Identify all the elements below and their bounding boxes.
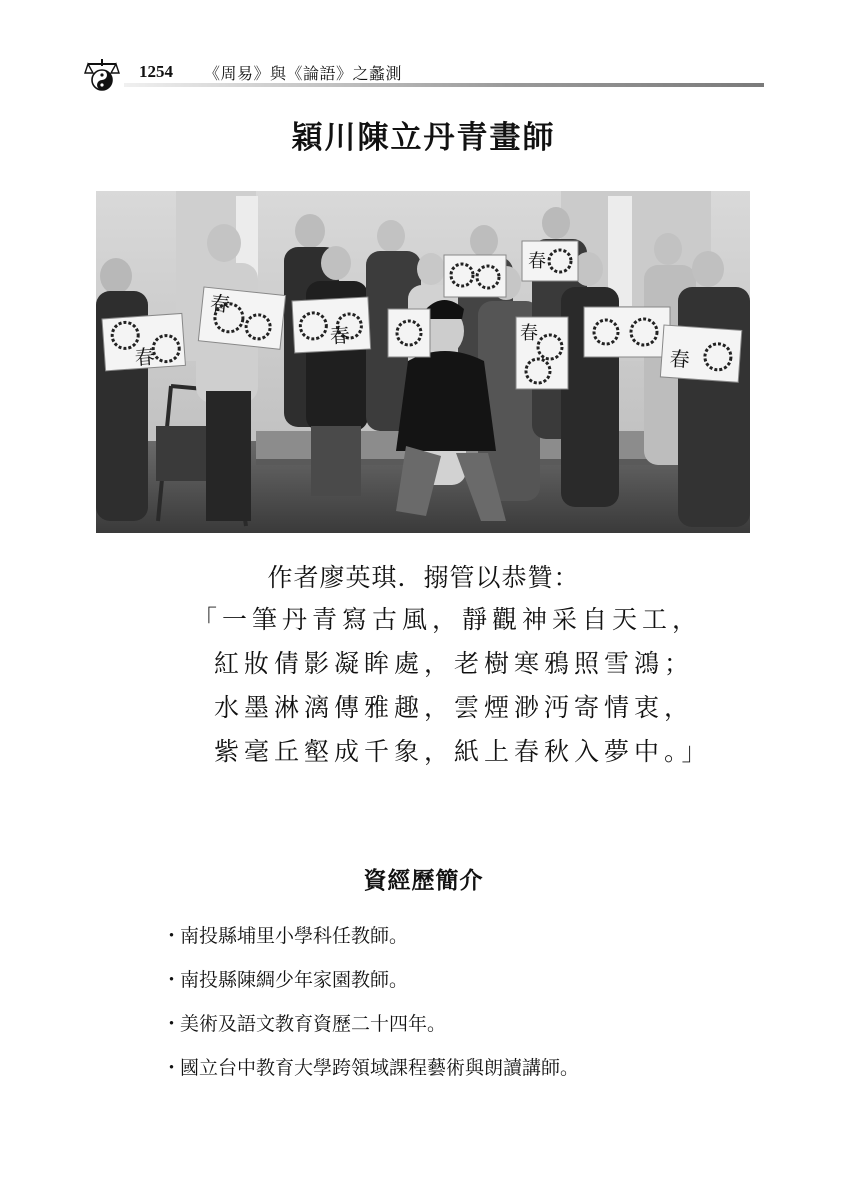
bullet: ・ (162, 1013, 182, 1035)
page-title: 穎川陳立丹青畫師 (291, 120, 556, 156)
poem-line: 水墨淋漓傳雅趣，雲煙渺沔寄情衷， (214, 693, 695, 722)
list-item (162, 1009, 579, 1053)
list-item (162, 965, 579, 1009)
bio-list (162, 921, 579, 1097)
list-item-text: 南投縣陳綢少年家園教師。 (180, 969, 409, 991)
poem-line: 「一筆丹青寫古風，靜觀神采自天工， (192, 605, 703, 634)
list-item (162, 921, 579, 965)
poem-line: 紅妝倩影凝眸處，老樹寒鴉照雪鴻； (214, 649, 695, 678)
page-number: 1254 (139, 62, 173, 81)
group-photo (96, 191, 750, 533)
painting-char: 春 (329, 323, 351, 349)
list-item-text: 美術及語文教育資歷二十四年。 (180, 1013, 447, 1035)
list-item-text: 南投縣埔里小學科任教師。 (180, 925, 409, 947)
running-book-title: 《周易》與《論語》之蠡測 (204, 64, 403, 83)
painting-char: 春 (668, 346, 691, 372)
author-caption: 作者廖英琪．搦管以恭贊： (267, 563, 580, 592)
list-item (162, 1053, 579, 1097)
bullet: ・ (162, 925, 182, 947)
section-title: 資經歷簡介 (363, 867, 484, 894)
header-rule (124, 83, 764, 87)
painting-char: 春 (528, 251, 546, 272)
yin-yang-scales-logo-icon (84, 56, 120, 92)
poem-line: 紫毫丘壑成千象，紙上春秋入夢中。」 (214, 737, 712, 766)
list-item-text: 國立台中教育大學跨領域課程藝術與朗讀講師。 (180, 1057, 580, 1079)
bullet: ・ (162, 969, 182, 991)
bullet: ・ (162, 1057, 182, 1079)
painting-char: 春 (133, 344, 156, 370)
painting-char: 春 (209, 290, 232, 317)
painting-char: 春 (520, 323, 538, 344)
page-header (84, 56, 764, 92)
